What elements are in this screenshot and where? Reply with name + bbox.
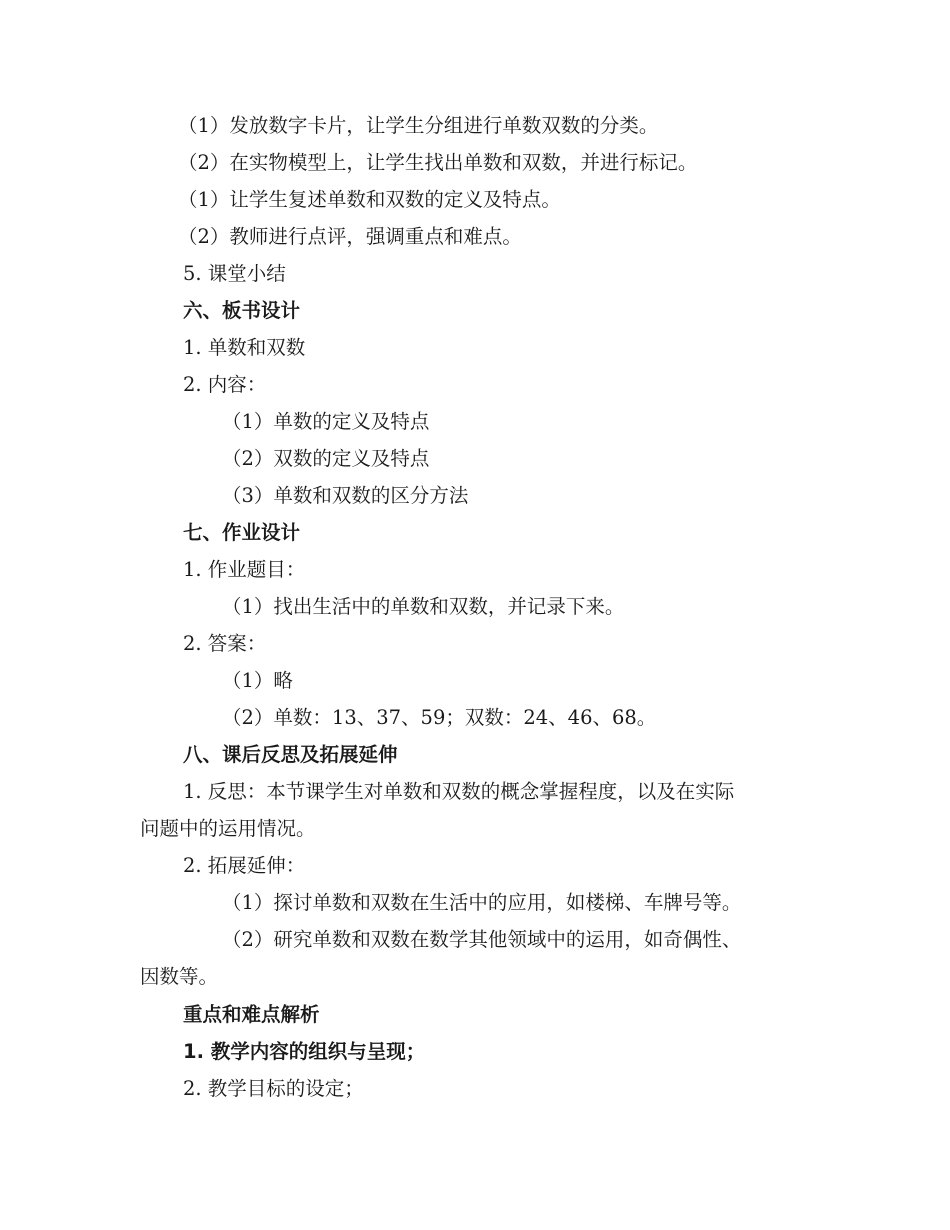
paragraph-line: 因数等。 bbox=[140, 965, 219, 988]
sub-item: （2）单数：13、37、59；双数：24、46、68。 bbox=[222, 706, 657, 729]
step-line: （2）教师进行点评，强调重点和难点。 bbox=[178, 225, 522, 248]
list-item-bold: 1. 教学内容的组织与呈现； bbox=[183, 1040, 426, 1063]
sub-item: （3）单数和双数的区分方法 bbox=[222, 484, 469, 507]
section-heading: 七、作业设计 bbox=[183, 521, 301, 544]
list-item: 1. 作业题目： bbox=[183, 558, 306, 581]
sub-item: （1）探讨单数和双数在生活中的应用，如楼梯、车牌号等。 bbox=[222, 891, 742, 914]
list-item: 2. 拓展延伸： bbox=[183, 854, 306, 877]
step-line: （2）在实物模型上，让学生找出单数和双数，并进行标记。 bbox=[178, 151, 698, 174]
sub-item: （2）双数的定义及特点 bbox=[222, 447, 430, 470]
section-heading: 八、课后反思及拓展延伸 bbox=[183, 743, 398, 766]
list-item: 2. 答案： bbox=[183, 632, 267, 655]
step-line: （1）让学生复述单数和双数的定义及特点。 bbox=[178, 188, 561, 211]
step-line: （1）发放数字卡片，让学生分组进行单数双数的分类。 bbox=[178, 114, 659, 137]
sub-item: （1）单数的定义及特点 bbox=[222, 410, 430, 433]
list-item: 1. 单数和双数 bbox=[183, 336, 306, 359]
sub-item: （1）略 bbox=[222, 669, 293, 692]
paragraph-line: 问题中的运用情况。 bbox=[140, 817, 316, 840]
section-heading: 六、板书设计 bbox=[183, 299, 301, 322]
list-item: 2. 教学目标的设定； bbox=[183, 1077, 364, 1100]
sub-item: （2）研究单数和双数在数学其他领域中的运用，如奇偶性、 bbox=[222, 928, 742, 951]
list-item: 5. 课堂小结 bbox=[183, 262, 286, 285]
section-heading: 重点和难点解析 bbox=[183, 1003, 320, 1026]
sub-item: （1）找出生活中的单数和双数，并记录下来。 bbox=[222, 595, 625, 618]
list-item: 2. 内容： bbox=[183, 373, 267, 396]
paragraph-line: 1. 反思：本节课学生对单数和双数的概念掌握程度，以及在实际 bbox=[183, 780, 735, 803]
